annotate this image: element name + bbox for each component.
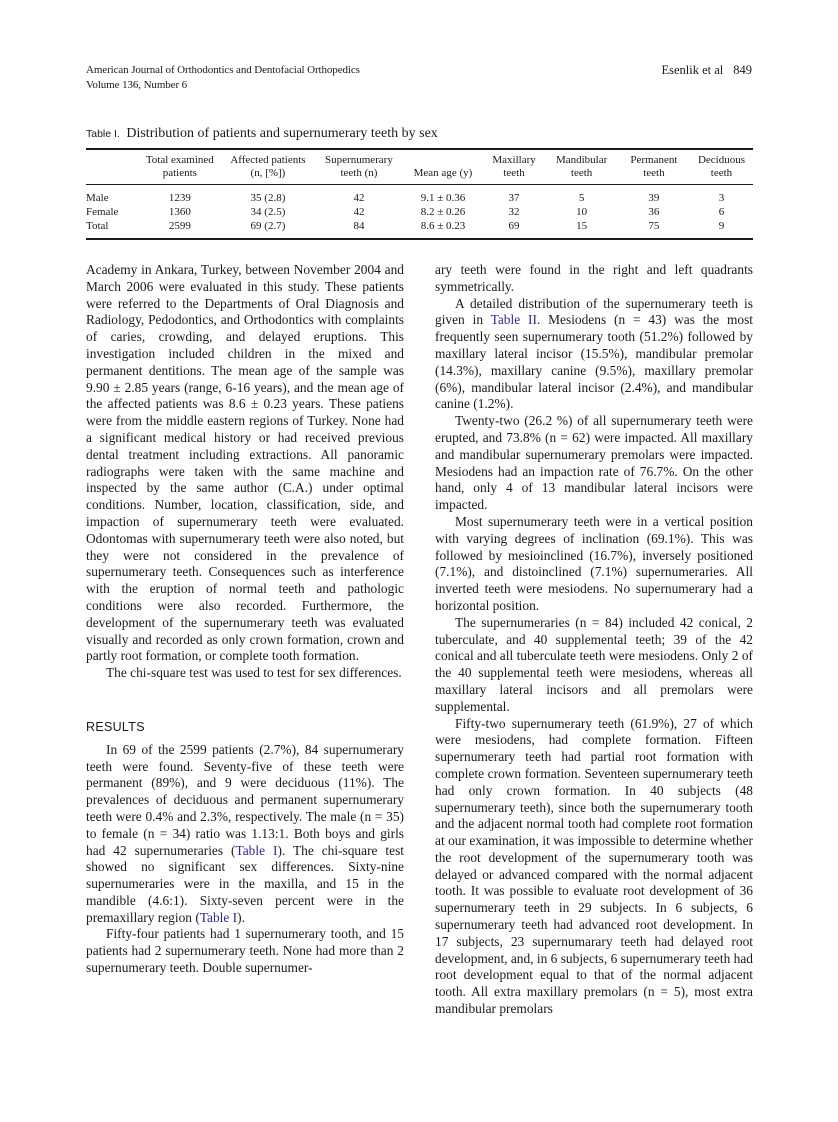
formation-paragraph: Fifty-two supernumerary teeth (61.9%), 27 of which were mesiodens, had complete formation. Fifteen supernumerary teeth had partial root formation with complete crown formation. Seventeen supernumerary teeth had only crown formation. In 40 subjects (48 supernumerary teeth), since both the supernumerary tooth and the adjacent normal tooth had complete root formation at our examination, it was impossible to determine whether the root development of the supernumerary tooth was delayed or advanced compared with the normal adjacent tooth. It was possible to evaluate root development of 36 supernumerary teeth in 29 subjects. In 6 subjects, 6 supernumerary teeth had advanced root development. In 17 subjects, 23 supernumarary teeth had delayed root development, and, in 6 subjects, 6 supernumerary teeth had root development equal to that of the normal adjacent tooth. All extra maxillary premolars (n = 5), most extra mandibular premolars — [435, 715, 753, 1017]
table-1-link[interactable]: Table I — [199, 909, 238, 925]
cell: Total — [86, 220, 109, 232]
cell: 34 (2.5) — [250, 206, 286, 218]
cell: 15 — [576, 220, 588, 232]
journal-title: American Journal of Orthodontics and Dentofacial Orthopedics — [86, 64, 360, 76]
col-header-deciduous: Deciduous teeth — [697, 154, 746, 179]
statistics-paragraph: The chi-square test was used to test for sex differences. — [106, 665, 402, 681]
table-1-link[interactable]: Table I — [235, 842, 278, 858]
col-header-permanent: Permanent teeth — [630, 154, 678, 179]
cell: 42 — [353, 192, 365, 204]
text: In 69 of the 2599 patients (2.7%), 84 supernumerary teeth were found. Seventy-five of these teeth were permanent (89%), and 9 were deciduous (11%). The prevalences of deciduous and permanent supernumerary teeth were 0.4% and 2.3%, respectively. The male (n = 35) to female (n = 34) ratio was 1.13:1. Both boys and girls had 42 supernumeraries ( — [86, 741, 404, 858]
cell: 39 — [648, 192, 660, 204]
cell: 10 — [576, 206, 588, 218]
cell: 3 — [718, 192, 725, 204]
table-caption — [86, 125, 753, 143]
cell: 5 — [578, 192, 585, 204]
cell: 6 — [718, 206, 725, 218]
table-row-male — [86, 185, 753, 206]
eruption-paragraph: Twenty-two (26.2 %) of all supernumerary teeth were erupted, and 73.8% (n = 62) were impacted. All maxillary and mandibular supernumerary premolars were impacted. Mesiodens had an impaction rate of 76.7%. On the other hand, only 4 of 13 mandibular lateral incisors were impacted. — [435, 413, 753, 513]
col-header-total-examined: Total examined patients — [145, 154, 214, 179]
running-header-journal — [86, 63, 360, 93]
journal-volume: Volume 136, Number 6 — [86, 79, 188, 91]
table-row-total — [86, 219, 753, 239]
cell: 32 — [508, 206, 520, 218]
cell: Female — [86, 206, 119, 218]
cell: 2599 — [168, 220, 191, 232]
running-header-page — [661, 63, 752, 78]
col-header-blank — [86, 149, 138, 185]
cell: 42 — [353, 206, 365, 218]
cell: 1360 — [168, 206, 191, 218]
distribution-paragraph — [435, 296, 753, 414]
right-column — [435, 262, 753, 1018]
position-paragraph: Most supernumerary teeth were in a vertical position with varying degrees of inclination (69.1%). This was followed by mesioinclined (16.7%), inversely positioned (7.1%), and distoinclined (7.1%) supernumeraries. All inverted teeth were mesiodens. No supernumerary had a horizontal position. — [435, 513, 753, 613]
left-column — [86, 262, 404, 977]
cell: 69 (2.7) — [250, 220, 286, 232]
text: . Mesiodens (n = 43) was the most frequently seen supernumerary tooth (51.2%) followed by maxillary lateral incisor (15.5%), mandibular premolar (14.3%), maxillary canine (9.5%), maxillary premolar (6%), mandibular lateral incisor (2.4%), and mandibular canine (1.2%). — [435, 312, 754, 412]
results-paragraph-1 — [86, 742, 404, 927]
cell: 37 — [508, 192, 520, 204]
cell: Male — [86, 192, 109, 204]
text: ). The chi-square test showed no significant sex differences. Sixty-nine supernumeraries were in the maxilla, and 15 in the mandible (4.6:1). Sixty-seven percent were in the premaxillary region ( — [86, 842, 405, 925]
cell: 1239 — [168, 192, 191, 204]
cell: 36 — [648, 206, 660, 218]
cell: 75 — [648, 220, 660, 232]
text: ). — [237, 909, 245, 925]
table-header-row — [86, 149, 753, 185]
cell: 8.6 ± 0.23 — [420, 220, 466, 232]
results-paragraph-2: Fifty-four patients had 1 supernumerary tooth, and 15 patients had 2 supernumerary teeth. None had more than 2 supernumerary teeth. Double supernumer- — [86, 926, 404, 976]
col-header-mean-age: Mean age (y) — [413, 167, 473, 179]
distribution-table — [86, 148, 753, 240]
col-header-maxillary: Maxillary teeth — [492, 154, 536, 179]
table-title: Distribution of patients and supernumerary teeth by sex — [126, 126, 438, 141]
cell: 35 (2.8) — [250, 192, 286, 204]
continued-paragraph: ary teeth were found in the right and left quadrants symmetrically. — [435, 262, 753, 294]
cell: 84 — [353, 220, 365, 232]
cell: 9 — [718, 220, 725, 232]
cell: 8.2 ± 0.26 — [420, 206, 466, 218]
text: A detailed distribution of the supernumerary teeth is given in — [435, 295, 753, 328]
col-header-mandibular: Mandibular teeth — [555, 154, 608, 179]
table-1 — [86, 125, 753, 240]
methods-paragraph: Academy in Ankara, Turkey, between November 2004 and March 2006 were evaluated in this study. These patients were referred to the Departments of Oral Diagnosis and Radiology, Pedodontics, and Orthodontics with complaints of caries, crowding, and delayed eruptions. This investigation included children in the mixed and permanent dentitions. The mean age of the sample was 9.90 ± 2.85 years (range, 6-16 years), and the mean age of the affected patients was 8.6 ± 0.23 years. These patiens were from the middle eastern regions of Turkey. None had a significant medical history or had received previous dental treatment including extractions. All panoramic radiographs were taken with the same machine and inspected by the same author (C.A.) under optimal conditions. Number, location, classification, side, and impaction of supernumerary teeth were evaluated. Odontomas with supernumerary teeth were also noted, but they were not considered in the prevalence of supernumerary teeth. Consequences such as interference with the eruption of normal teeth and pathologic conditions were also recorded. Furthermore, the development of the supernumerary teeth was evaluated visually and recorded as only crown formation, crown and partly root formation, or complete tooth formation. — [86, 262, 404, 664]
morphology-paragraph: The supernumeraries (n = 84) included 42 conical, 2 tuberculate, and 40 supplemental teeth; 39 of the 42 conical and all tuberculate teeth were mesiodens. Only 2 of the 40 supplemental teeth were mesiodens, whereas all maxillary lateral incisors and all premolars were supplemental. — [435, 614, 753, 714]
page-number: 849 — [733, 63, 752, 77]
col-header-supernumerary: Supernumerary teeth (n) — [325, 154, 393, 179]
cell: 9.1 ± 0.36 — [420, 192, 466, 204]
col-header-affected: Affected patients (n, [%]) — [230, 154, 306, 179]
authors: Esenlik et al — [661, 63, 724, 77]
cell: 69 — [508, 220, 520, 232]
results-heading: RESULTS — [86, 719, 145, 734]
table-row-female — [86, 205, 753, 219]
table-2-link[interactable]: Table II — [490, 312, 537, 328]
table-label: Table I. — [86, 128, 120, 140]
